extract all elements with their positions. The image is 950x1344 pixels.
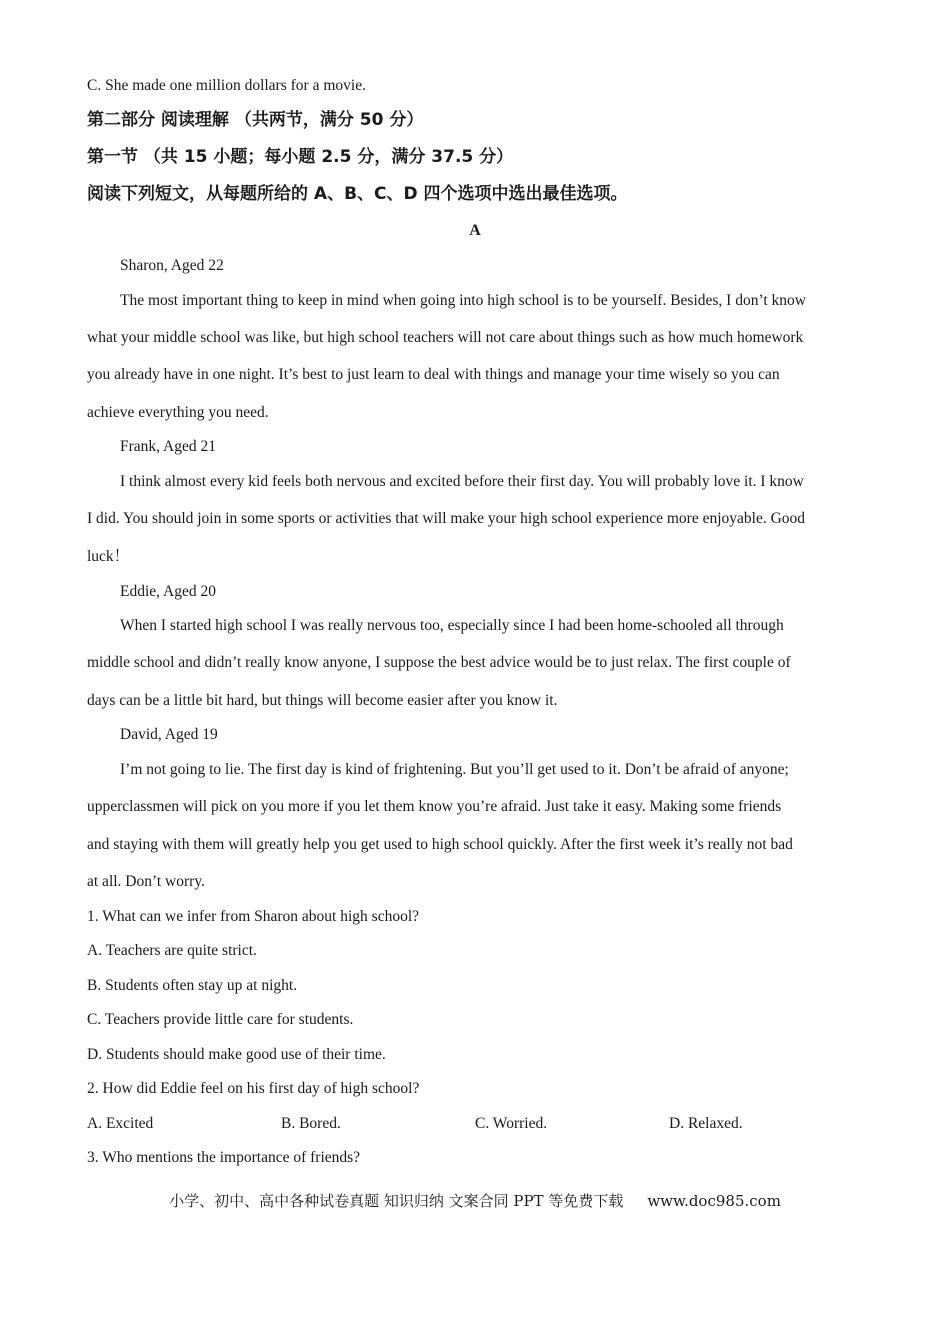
q1-option-a: A. Teachers are quite strict.: [87, 942, 257, 959]
speaker-david: David, Aged 19: [120, 726, 218, 743]
previous-option-c: C. She made one million dollars for a movie.: [87, 77, 366, 94]
q1-option-c: C. Teachers provide little care for students.: [87, 1011, 354, 1028]
sharon-text-line: The most important thing to keep in mind when going into high school is to be yourself. Besides, I don’t know: [120, 292, 806, 309]
eddie-text-line: middle school and didn’t really know anyone, I suppose the best advice would be to just relax. The first couple of: [87, 654, 791, 671]
q2-option-c: C. Worried.: [475, 1115, 548, 1132]
q2-option-b: B. Bored.: [281, 1115, 341, 1132]
david-text-line: upperclassmen will pick on you more if you let them know you’re afraid. Just take it easy. Making some friends: [87, 798, 782, 815]
david-text-line: at all. Don’t worry.: [87, 873, 205, 890]
sharon-text-line: you already have in one night. It’s best to just learn to deal with things and manage your time wisely so you can: [87, 366, 780, 383]
frank-text-line: I think almost every kid feels both nervous and excited before their first day. You will probably love it. I know: [120, 473, 804, 490]
q2-options-row: [87, 1114, 867, 1134]
page-footer: [0, 1191, 950, 1211]
question-2: 2. How did Eddie feel on his first day of high school?: [87, 1080, 420, 1097]
eddie-text-line: When I started high school I was really nervous too, especially since I had been home-schooled all through: [120, 617, 784, 634]
q2-option-a: A. Excited: [87, 1115, 154, 1132]
question-3: 3. Who mentions the importance of friends?: [87, 1149, 361, 1166]
speaker-frank: Frank, Aged 21: [120, 438, 217, 455]
sharon-text-line: achieve everything you need.: [87, 404, 269, 421]
instructions: 阅读下列短文，从每题所给的 A、B、C、D 四个选项中选出最佳选项。: [87, 184, 628, 204]
speaker-sharon: Sharon, Aged 22: [120, 257, 224, 274]
frank-text-line: luck！: [87, 548, 130, 565]
question-1: 1. What can we infer from Sharon about high school?: [87, 908, 420, 925]
footer-text: 小学、初中、高中各种试卷真题 知识归纳 文案合同 PPT 等免费下载: [169, 1192, 624, 1210]
david-text-line: and staying with them will greatly help you get used to high school quickly. After the first week it’s really not bad: [87, 836, 793, 853]
part2-heading: 第二部分 阅读理解 （共两节，满分 50 分）: [87, 110, 424, 130]
q1-option-b: B. Students often stay up at night.: [87, 977, 298, 994]
q1-option-d: D. Students should make good use of their time.: [87, 1046, 386, 1063]
frank-text-line: I did. You should join in some sports or activities that will make your high school experience more enjoyable. Good: [87, 510, 806, 527]
q2-option-d: D. Relaxed.: [669, 1115, 743, 1132]
passage-label: A: [469, 222, 481, 239]
speaker-eddie: Eddie, Aged 20: [120, 583, 216, 600]
sharon-text-line: what your middle school was like, but high school teachers will not care about things such as how much homework: [87, 329, 804, 346]
david-text-line: I’m not going to lie. The first day is kind of frightening. But you’ll get used to it. Don’t be afraid of anyone;: [120, 761, 789, 778]
section1-heading: 第一节 （共 15 小题；每小题 2.5 分，满分 37.5 分）: [87, 147, 514, 167]
footer-site: www.doc985.com: [647, 1192, 781, 1210]
eddie-text-line: days can be a little bit hard, but things will become easier after you know it.: [87, 692, 558, 709]
